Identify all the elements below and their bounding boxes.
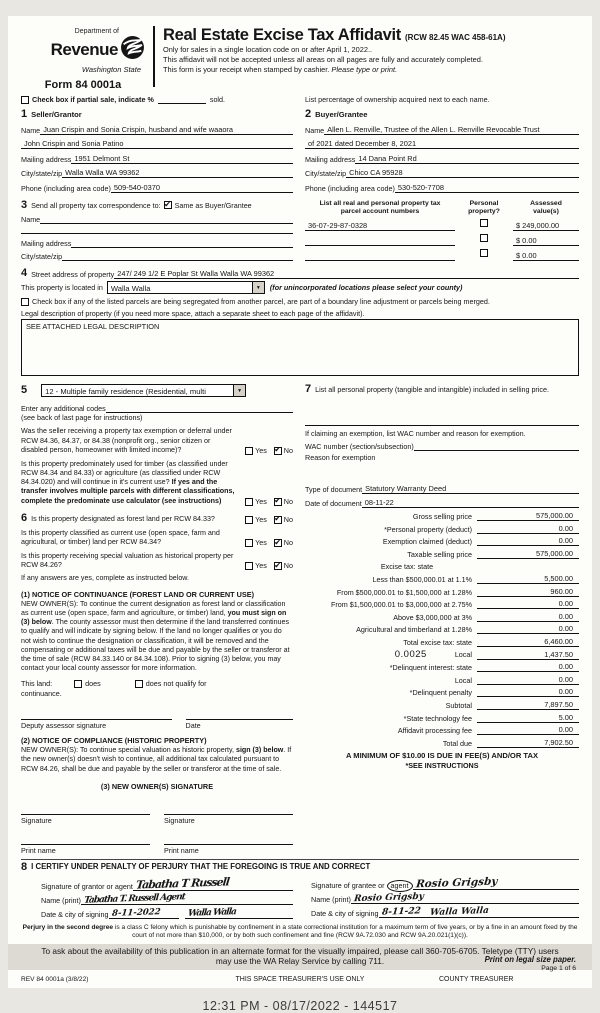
parcel-number-field[interactable] — [305, 260, 455, 261]
land-use-code-dropdown[interactable] — [41, 384, 246, 397]
total-due-value[interactable]: 7,902.50 — [477, 738, 579, 748]
land-use-code-value: 12 - Multiple family residence (Residential, multi — [45, 386, 206, 396]
document-type-field[interactable]: Statutory Warranty Deed — [362, 484, 579, 494]
local-rate-value: 0.0025 — [394, 648, 427, 660]
does-checkbox[interactable] — [74, 680, 82, 688]
tier3-tax-value[interactable]: 0.00 — [477, 599, 579, 609]
header-note-2: This affidavit will not be accepted unless all areas on all pages are fully and accurately completed. — [163, 54, 483, 64]
q4-no-checkbox[interactable] — [274, 539, 282, 547]
parcel-row — [305, 231, 579, 246]
legal-description-box[interactable]: SEE ATTACHED LEGAL DESCRIPTION — [21, 319, 579, 376]
grantee-date-city-field[interactable]: 8-11-22 Walla Walla — [379, 907, 579, 918]
seller-phone-field[interactable]: 509-540-0370 — [111, 183, 293, 193]
exemption-deferral-question: Was the seller receiving a property tax exemption or deferral under RCW 84.36, 84.37, or 84.38 (nonprofit org., senior citizen or disabled person, homeowner with limited income)? Yes ✔ No — [21, 427, 293, 454]
accessibility-notice: To ask about the availability of this publication in an alternate format for the visually impaired, please call 360-705-6705. Teletype (TTY) users may use the WA Relay Service by calling 711. — [8, 944, 592, 970]
form-number: Form 84 0001a — [44, 79, 122, 91]
tax-row: Subtotal 7,897.50 — [305, 697, 579, 710]
agent-circled-label: agent — [387, 880, 413, 892]
segregated-label: Check box if any of the listed parcels are being segregated from another parcel, are part of a boundary line adjustment or parcels being merged. — [32, 297, 490, 307]
forest-land-question: 6 Is this property designated as forest land per RCW 84.33? Yes ✔ No — [21, 513, 293, 524]
delinquent-penalty-value[interactable]: 0.00 — [477, 687, 579, 697]
land-use-section — [21, 384, 293, 397]
does-not-checkbox[interactable] — [135, 680, 143, 688]
personal-property-checkbox-2[interactable] — [480, 234, 488, 242]
affidavit-page: Department of Revenue Washington State Form 84 0001a Real Estate Excise Tax Affidavit (RCW 82.45 WAC 458-61A) Only for sales in a single location code on or after April 1, 2022.. This affidavit will not be accepted unless all areas on all pages are fully and accurately completed. This form is your receipt when stamped by cashier. Please type or print. Check box if partial sale, indicate % sold. List percentage of ownership acquired next to each name. 1 Seller/Grantor Name Juan Crispin and Sonia Crispin, husband and wife waaora John Crispin and Sonia Patino Mailing address 1951 Delmont St City/state/zip Walla Walla WA 99362 Phone (including area code) 509-540-0370 2 Buyer/Grantee Name Allen L. Renville, Trustee of the Allen L. Renville Revocable Trust of 2021 dated December 8, 2021 Mailing address 14 Dana Point Rd City/state/zip Chico CA 95928 Phone (including area code) 530-520-7708 3 Send all property tax correspondence to: ✔ Same as Buyer/Grantee Name Mailing address City/state/zip List all real and personal property tax parcel account numbers Personal property? Assessed value(s) 36-07-29-87-0328 $ 249,000.00 $ 0.00 $ 0.00 4 Street address of property 247/ 249 1/2 E Poplar St Walla Walla WA 99362 This property is located in Walla Walla ▼ (for unincorporated locations please select your county) Check box if any of the listed parcels are being segregated from another parcel, are part of a boundary line adjustment or parcels being merged. Legal description of property (if you need more space, attach a separate sheet to each page of the affidavit). SEE ATTACHED LEGAL DESCRIPTION 5 12 - Multiple family residence (Residential, multi ▼ Enter any additional codes (see back of last page for instructions) Was the seller receiving a property tax exemption or deferral under RCW 84.36, 84.37, or 84.38 (nonprofit org., senior citizen or disabled person, homeowner with limited income)? Yes ✔ No Is this property predominately used for timber (as classified under RCW 84.34 and 84.33) or agriculture (as classified under RCW 84.34.020) and will continue in it's current use? If yes and the transfer involves multiple parcels with different classifications, complete the predominate use calculator (see instructions) Yes ✔ No 6 Is this property designated as forest land per RCW 84.33? Yes ✔ No Is this property classified as current use (open space, farm and agricultural, or timber) land per RCW 84.34? Yes ✔ No Is this property receiving special valuation as historical property per RCW 84.26? Yes ✔ No If any answers are yes, complete as instructed below. (1) NOTICE OF CONTINUANCE (FOREST LAND OR CURRENT USE) NEW OWNER(S): To continue the current designation as forest land or classification as current use (open space, farm and agriculture, or timber) land, you must sign on (3) below. The county assessor must then determine if the land transferred continues to qualify and will indicate by signing below. If the land no longer qualifies or you do not wish to continue the designation or classification, it will be removed and the compensating or additional taxes will be due and payable by the seller or transferor at the time of sale (RCW 84.33.140 or 84.34.108). Prior to signing (3) below, you may contact your local county assessor for more information. This land: does does not qualify for continuance. Deputy assessor signature Date (2) NOTICE OF COMPLIANCE (HISTORIC PROPERTY) NEW OWNER(S): To continue special valuation as historic property, sign (3) below. If the new owner(s) doesn't wish to continue, all additional tax calculated pursuant to RCW 84.26, shall be due and payable by the seller or transferor at the time of sale. (3) NEW OWNER(S) SIGNATURE Signature Signature Print name Print name 7 List all personal property (tangible and intangible) included in selling price. If claiming an exemption, list WAC number and reason for exemption. WAC number (section/subsection) Reason for exemption Type of document Statutory Warranty Deed Date of document 08-11-22 Gross selling price 575,000.00 *Personal property (deduct) 0.00 Exemption claimed (deduct) 0.00 Taxable selling price 575,000.00 Excise tax: state Less than $500,000.01 at 1.1% 5,500.00 From $500,000.01 to $1,500,000 at 1.28% 960.00 From $1,500,000.01 to $3,000,000 at 2.75% 0.00 Above $3,000,000 at 3% 0.00 Agricultural and timberland at 1.28% 0.00 Total excise tax: state 6,460.00 0.0025 Local 1,437.50 *Delinquent interest: state 0.00 Local 0.00 *Delinquent penalty 0.00 Subtotal 7,897.50 *State technology fee 5.00 Affidavit processing fee 0.00 Total due 7,902.50 A MINIMUM OF $10.00 IS DUE IN FEE(S) AND/OR TAX *SEE INSTRUCTIONS 8 I CERTIFY UNDER PENALTY OF PERJURY THAT THE FOREGOING IS TRUE AND CORRECT Signature of grantor or agent Tabatha T Russell Name (print) Tabatha T. Russell Agent Date & city of signing 8-11-2022 Walla Walla Signature of grantee or agent Rosio Grigsby Name (print) Rosio Grigsby Date & city of signing 8-11-22 Walla Walla Perjury in the second degree is a class C felony which is punishable by confinement in a state correctional institution for a maximum term of five years, or by a fine in an amount fixed by the court of not more than $10,000, or by both such confinement and fine (RCW 9A.72.030 and RCW 9A.20.021(1)(c)). To ask about the availability of this publication in an alternate format for the visually impaired, please call 360-705-6705. Teletype (TTY) users may use the WA Relay Service by calling 711. REV 84 0001a (3/8/22) THIS SPACE TREASURER'S USE ONLY COUNTY TREASURER 12:31 PM - 08/17/2022 - 144517 Print on legal size paper. Page 1 of 6 — [8, 16, 592, 988]
deputy-date-line[interactable] — [186, 710, 294, 720]
section-2-number: 2 — [305, 108, 312, 121]
q2-yes-checkbox[interactable] — [245, 498, 253, 506]
correspondence-mailing-label: Mailing address — [21, 238, 72, 248]
street-address-field[interactable]: 247/ 249 1/2 E Poplar St Walla Walla WA 99362 — [114, 269, 579, 279]
chevron-down-icon[interactable]: ▼ — [252, 282, 264, 293]
page-indicator: Page 1 of 6 — [541, 965, 576, 973]
seller-name-label: Name — [21, 125, 41, 135]
grantee-print-name-field[interactable]: Rosio Grigsby — [351, 893, 579, 904]
grantor-signature-field[interactable]: Tabatha T Russell — [133, 877, 293, 891]
segregated-checkbox[interactable] — [21, 298, 29, 306]
exemption-note: If claiming an exemption, list WAC number and reason for exemption. — [305, 429, 526, 439]
seller-city-field[interactable]: Walla Walla WA 99362 — [62, 168, 293, 178]
document-date-field[interactable]: 08-11-22 — [362, 498, 579, 508]
document-type-label: Type of document — [305, 484, 363, 494]
rev-number: REV 84 0001a (3/8/22) — [21, 975, 89, 983]
exemption-claimed-value[interactable]: 0.00 — [477, 536, 579, 546]
parcel-number-field[interactable]: 36-07-29-87-0328 — [305, 221, 455, 231]
additional-codes-label: Enter any additional codes — [21, 404, 106, 414]
partial-sale-checkbox[interactable] — [21, 96, 29, 104]
q2-no-checkbox[interactable] — [274, 498, 282, 506]
document-date-label: Date of document — [305, 499, 362, 509]
header-divider — [153, 26, 155, 87]
seller-name-field-2[interactable]: John Crispin and Sonia Patino — [21, 139, 293, 149]
buyer-phone-field[interactable]: 530-520-7708 — [395, 183, 579, 193]
compliance-body: NEW OWNER(S): To continue special valuation as historic property, sign (3) below. If the new owner(s) doesn't wish to continue, all additional tax calculated pursuant to RCW 84.26, shall be due and payable by the seller or transferor at the time of sale. — [21, 746, 292, 773]
certify-statement: I CERTIFY UNDER PENALTY OF PERJURY THAT THE FOREGOING IS TRUE AND CORRECT — [31, 862, 371, 872]
taxable-selling-price-value[interactable]: 575,000.00 — [477, 549, 579, 559]
section-1-number: 1 — [21, 108, 28, 121]
correspondence-mailing-field[interactable] — [71, 247, 293, 248]
correspondence-section — [21, 200, 293, 262]
personal-property-deduct-value[interactable]: 0.00 — [477, 524, 579, 534]
parcel-row — [305, 246, 579, 261]
subtotal-value[interactable]: 7,897.50 — [477, 700, 579, 710]
correspondence-name-field-2[interactable] — [21, 233, 293, 234]
wac-number-label: WAC number (section/subsection) — [305, 441, 414, 451]
dept-of-label: Department of — [74, 28, 119, 35]
tax-row: Affidavit processing fee 0.00 — [305, 723, 579, 736]
parcel-row — [305, 216, 579, 231]
seller-mailing-field[interactable]: 1951 Delmont St — [71, 154, 293, 164]
q1-no-checkbox[interactable] — [274, 447, 282, 455]
assessed-value-field[interactable]: $ 0.00 — [513, 251, 579, 261]
section-4-number: 4 — [21, 267, 28, 280]
q4-yes-checkbox[interactable] — [245, 539, 253, 547]
tier1-tax-value[interactable]: 5,500.00 — [477, 574, 579, 584]
buyer-name-field[interactable]: Allen L. Renville, Trustee of the Allen L. Renville Revocable Trust — [324, 125, 579, 135]
section-5-number: 5 — [21, 384, 28, 397]
treasurer-use-label: THIS SPACE TREASURER'S USE ONLY — [235, 975, 365, 983]
tax-row: Above $3,000,000 at 3% 0.00 — [305, 609, 579, 622]
tax-row: Total excise tax: state 6,460.00 — [305, 634, 579, 647]
buyer-name-field-2[interactable]: of 2021 dated December 8, 2021 — [305, 139, 579, 149]
grantor-date-field[interactable]: 8-11-2022 — [109, 908, 179, 919]
type-or-print-note: Please type or print. — [331, 64, 398, 74]
personal-property-column-header: Personal property? — [468, 199, 500, 216]
grantor-print-name-field[interactable]: Tabatha T. Russell Agent — [81, 894, 293, 905]
tax-row: Local 0.00 — [305, 672, 579, 685]
deputy-date-label: Date — [185, 721, 201, 731]
washington-state-label: Washington State — [81, 65, 141, 74]
tax-row: *Delinquent interest: state 0.00 — [305, 660, 579, 673]
tax-row: *State technology fee 5.00 — [305, 710, 579, 723]
parcel-table — [305, 200, 579, 262]
timber-agriculture-question: Is this property predominately used for timber (as classified under RCW 84.34 and 84.33) or agriculture (as classified under RCW 84.34.020) and will continue in it's current use? If yes and the transfer involves multiple parcels with different classifications, complete the predominate use calculator (see instructions) Yes ✔ No — [21, 460, 293, 506]
seller-grantor-section — [21, 109, 293, 193]
revenue-logo-icon — [120, 35, 145, 65]
tax-row: From $500,000.01 to $1,500,000 at 1.28% 960.00 — [305, 584, 579, 597]
grantee-signing-block: Signature of grantee or agent Rosio Grigsby Name (print) Rosio Grigsby Date & city of signing 8-11-22 Walla Walla — [305, 875, 579, 919]
codes-note: (see back of last page for instructions) — [21, 413, 143, 423]
tax-row: Taxable selling price 575,000.00 — [305, 546, 579, 559]
county-note: (for unincorporated locations please select your county) — [269, 283, 463, 293]
tax-row: 0.0025 Local 1,437.50 — [305, 647, 579, 660]
personal-property-checkbox-3[interactable] — [480, 249, 488, 257]
section-2-title: Buyer/Grantee — [315, 110, 368, 120]
personal-property-field[interactable] — [305, 425, 579, 426]
located-in-label: This property is located in — [21, 283, 103, 293]
historical-property-question: Is this property receiving special valuation as historical property per RCW 84.26? Yes ✔ No — [21, 552, 293, 570]
current-use-question: Is this property classified as current use (open space, farm and agricultural, or timber) land per RCW 84.34? Yes ✔ No — [21, 529, 293, 547]
seller-name-field[interactable]: Juan Crispin and Sonia Crispin, husband and wife waaora — [40, 125, 293, 135]
local-tax-value[interactable]: 1,437.50 — [477, 650, 579, 660]
partial-sale-label: Check box if partial sale, indicate % — [32, 95, 154, 104]
tax-row: From $1,500,000.01 to $3,000,000 at 2.75% 0.00 — [305, 597, 579, 610]
correspondence-name-field[interactable] — [40, 223, 293, 224]
buyer-mailing-label: Mailing address — [305, 154, 356, 164]
form-header — [21, 24, 579, 91]
page-title: Real Estate Excise Tax Affidavit — [163, 26, 402, 44]
buyer-city-label: City/state/zip — [305, 169, 347, 179]
minimum-due-note: A MINIMUM OF $10.00 IS DUE IN FEE(S) AND/OR TAX — [345, 750, 539, 760]
new-owner-print-line-2[interactable] — [164, 835, 293, 845]
assessed-value-field[interactable]: $ 0.00 — [513, 236, 579, 246]
see-instructions-note: *SEE INSTRUCTIONS — [405, 760, 479, 770]
certification-section — [21, 859, 579, 919]
chevron-down-icon[interactable]: ▼ — [233, 385, 245, 396]
tax-row: *Delinquent penalty 0.00 — [305, 685, 579, 698]
personal-property-tax-column: 7 List all personal property (tangible and intangible) included in selling price. If claiming an exemption, list WAC number and reason for exemption. WAC number (section/subsection) Reason for exemption Type of document Statutory Warranty Deed Date of document 08-11-22 Gross selling price 575,000.00 *Personal property (deduct) 0.00 Exemption claimed (deduct) 0.00 Taxable selling price 575,000.00 Excise tax: state Less than $500,000.01 at 1.1% 5,500.00 From $500,000.01 to $1,500,000 at 1.28% 960.00 From $1,500,000.01 to $3,000,000 at 2.75% 0.00 Above $3,000,000 at 3% 0.00 Agricultural and timberland at 1.28% 0.00 Total excise tax: state 6,460.00 0.0025 Local 1,437.50 *Delinquent interest: state 0.00 Local 0.00 *Delinquent penalty 0.00 Subtotal 7,897.50 *State technology fee 5.00 Affidavit processing fee 0.00 Total due 7,902.50 A MINIMUM OF $10.00 IS DUE IN FEE(S) AND/OR TAX *SEE INSTRUCTIONS — [305, 384, 579, 855]
new-owner-signature-line-2[interactable] — [164, 805, 293, 815]
seller-city-label: City/state/zip — [21, 169, 63, 179]
q5-yes-checkbox[interactable] — [245, 562, 253, 570]
continuance-word: continuance. — [21, 688, 62, 698]
partial-sale-row — [21, 95, 293, 104]
delinquent-interest-state-value[interactable]: 0.00 — [477, 662, 579, 672]
buyer-grantee-section — [305, 109, 579, 193]
tier2-tax-value[interactable]: 960.00 — [477, 587, 579, 597]
delinquent-interest-local-value[interactable]: 0.00 — [477, 675, 579, 685]
if-yes-note: If any answers are yes, complete as instructed below. — [21, 574, 189, 583]
perjury-notice: Perjury in the second degree is a class C felony which is punishable by confinement in a state correctional institution for a maximum term of five years, or by a fine in an amount fixed by the court of not more than $10,000, or by both such confinement and fine (RCW 9A.72.030 and RCW 9A.20.021(1)(c)). — [22, 923, 578, 940]
affidavit-processing-fee-value[interactable]: 0.00 — [477, 725, 579, 735]
buyer-city-field[interactable]: Chico CA 95928 — [346, 168, 579, 178]
correspondence-name-label: Name — [21, 215, 41, 225]
tax-row: Gross selling price 575,000.00 — [305, 508, 579, 521]
parcel-number-field[interactable] — [305, 245, 455, 246]
wac-number-field[interactable] — [414, 450, 579, 451]
ownership-percentage-note: List percentage of ownership acquired next to each name. — [305, 95, 490, 104]
tax-row: *Personal property (deduct) 0.00 — [305, 521, 579, 534]
buyer-name-label: Name — [305, 125, 325, 135]
legal-description-label: Legal description of property (if you need more space, attach a separate sheet to each page of the affidavit). — [21, 308, 365, 318]
property-location-section — [21, 268, 579, 376]
land-qualify-row: This land: does does not qualify for — [21, 679, 207, 689]
tier4-tax-value[interactable]: 0.00 — [477, 612, 579, 622]
tax-row: Agricultural and timberland at 1.28% 0.00 — [305, 622, 579, 635]
header-note-1: Only for sales in a single location code on or after April 1, 2022.. — [163, 45, 373, 54]
treasurer-stamp: 12:31 PM - 08/17/2022 - 144517 — [202, 998, 398, 1013]
q3-no-checkbox[interactable] — [274, 516, 282, 524]
agricultural-tax-value[interactable]: 0.00 — [477, 624, 579, 634]
total-excise-state-value[interactable]: 6,460.00 — [477, 637, 579, 647]
county-dropdown-value: Walla Walla — [110, 283, 151, 293]
buyer-mailing-field[interactable]: 14 Dana Point Rd — [355, 154, 579, 164]
gross-selling-price-value[interactable]: 575,000.00 — [477, 511, 579, 521]
grantee-signature-field[interactable]: Rosio Grigsby — [413, 877, 579, 890]
q1-yes-checkbox[interactable] — [245, 447, 253, 455]
new-owner-print-line-1[interactable] — [21, 835, 150, 845]
correspondence-label: Send all property tax correspondence to: — [31, 200, 161, 210]
assessed-value-field[interactable]: $ 249,000.00 — [513, 221, 579, 231]
reason-for-exemption-label: Reason for exemption — [305, 452, 376, 462]
buyer-phone-label: Phone (including area code) — [305, 183, 395, 193]
continuance-title: (1) NOTICE OF CONTINUANCE (FOREST LAND OR CURRENT USE) — [21, 589, 255, 599]
seller-phone-label: Phone (including area code) — [21, 183, 111, 193]
section-3-number: 3 — [21, 198, 28, 211]
grantor-signing-block: Signature of grantor or agent Tabatha T Russell Name (print) Tabatha T. Russell Agent Date & city of signing 8-11-2022 Walla Walla — [21, 875, 293, 919]
new-owners-signature-title: (3) NEW OWNER(S) SIGNATURE — [100, 781, 214, 791]
state-technology-fee-value[interactable]: 5.00 — [477, 713, 579, 723]
personal-property-intro: List all personal property (tangible and intangible) included in selling price. — [315, 386, 549, 395]
header-note-3: This form is your receipt when stamped by cashier. Please type or print. — [163, 64, 398, 74]
parcel-column-header: List all real and personal property tax parcel account numbers — [319, 199, 441, 216]
q5-no-checkbox[interactable] — [274, 562, 282, 570]
continuance-body: NEW OWNER(S): To continue the current designation as forest land or classification as current use (open space, farm and agriculture, or timber) land, you must sign on (3) below. The county assessor must then determine if the land transferred continues to qualify and will indicate by signing below. If the land no longer qualifies or you do not wish to continue the designation or classification, it will be removed and the compensating or additional taxes will be due and payable by the seller or transferor at the time of sale (RCW 84.33.140 or 84.34.108). Prior to signing (3) below, you may contact your local county assessor for more information. — [21, 599, 290, 673]
excise-tax-state-header: Excise tax: state — [380, 562, 434, 572]
county-treasurer-label: COUNTY TREASURER — [439, 975, 514, 983]
deputy-assessor-label: Deputy assessor signature — [21, 721, 107, 731]
agency-block — [21, 24, 153, 91]
deputy-assessor-signature-line[interactable] — [21, 710, 172, 720]
tax-row: Total due 7,902.50 — [305, 735, 579, 748]
street-address-label: Street address of property — [31, 270, 115, 280]
personal-property-checkbox-1[interactable] — [480, 219, 488, 227]
sold-label: sold. — [209, 95, 226, 104]
section-8-number: 8 — [21, 860, 28, 873]
assessed-value-column-header: Assessed value(s) — [530, 199, 562, 216]
correspondence-city-label: City/state/zip — [21, 252, 63, 262]
grantor-city-field[interactable]: Walla Walla — [185, 908, 293, 919]
print-legal-size-note: Print on legal size paper. — [484, 955, 576, 965]
tax-row: Exemption claimed (deduct) 0.00 — [305, 534, 579, 547]
same-as-buyer-label: Same as Buyer/Grantee — [174, 200, 252, 210]
same-as-buyer-checkbox[interactable] — [164, 201, 172, 209]
revenue-wordmark: Revenue — [50, 40, 118, 59]
q3-yes-checkbox[interactable] — [245, 516, 253, 524]
section-1-title: Seller/Grantor — [31, 110, 82, 120]
partial-percent-field[interactable] — [158, 103, 206, 104]
compliance-title: (2) NOTICE OF COMPLIANCE (HISTORIC PROPERTY) — [21, 736, 207, 746]
rcw-reference: (RCW 82.45 WAC 458-61A) — [405, 33, 506, 42]
tax-row: Less than $500,000.01 at 1.1% 5,500.00 — [305, 571, 579, 584]
correspondence-city-field[interactable] — [62, 260, 293, 261]
seller-mailing-label: Mailing address — [21, 154, 72, 164]
new-owner-signature-line-1[interactable] — [21, 805, 150, 815]
county-dropdown[interactable] — [107, 281, 265, 294]
